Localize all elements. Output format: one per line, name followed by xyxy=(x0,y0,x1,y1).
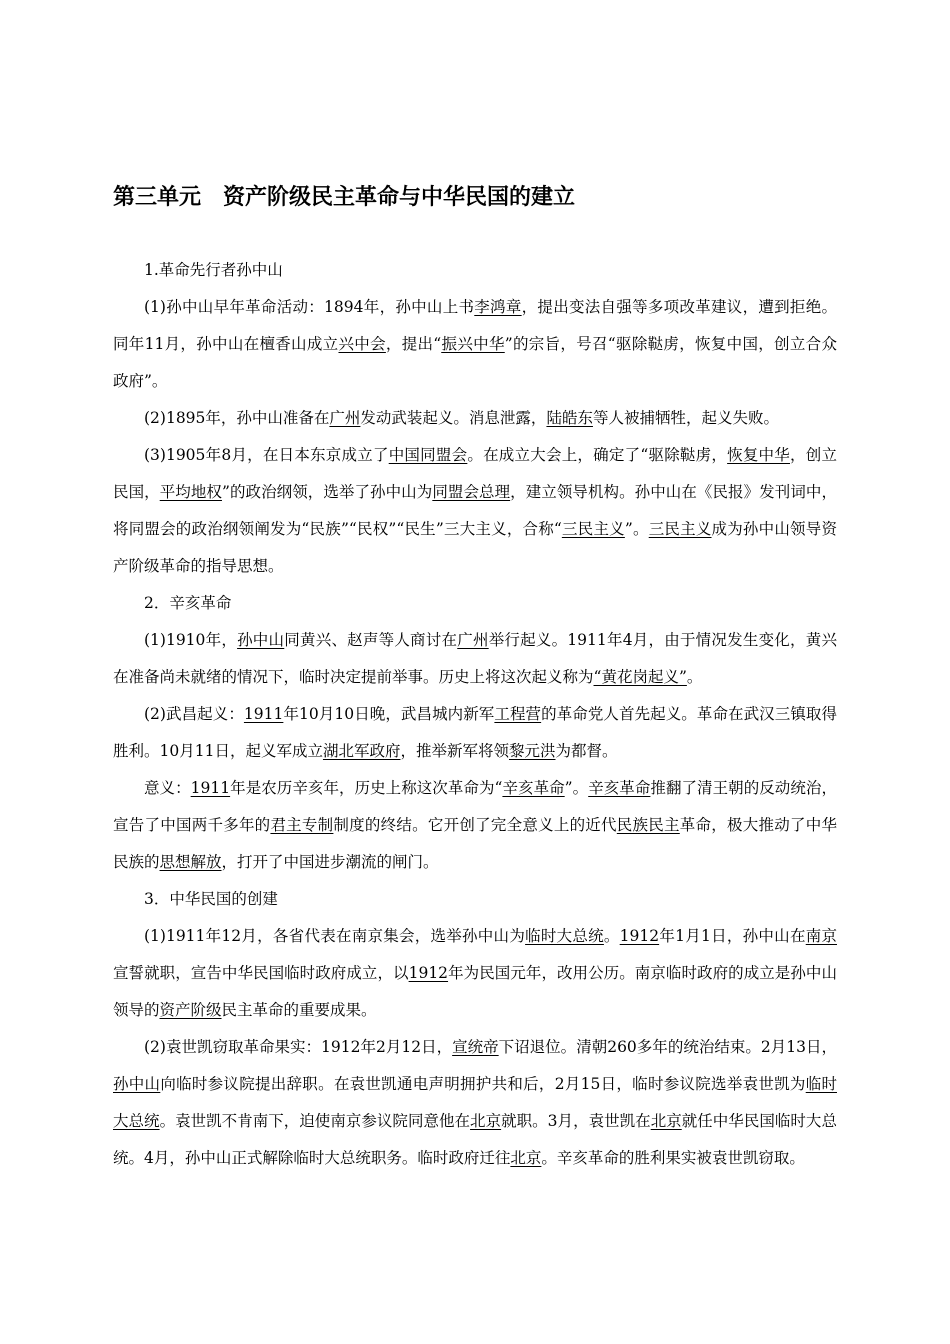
underlined-term: 北京 xyxy=(470,1112,502,1130)
underlined-term: 恢复中华 xyxy=(727,446,791,464)
underlined-term: 广州 xyxy=(457,631,489,649)
underlined-term: 辛亥革命 xyxy=(588,779,651,797)
text-run: 革命，极大推动了中华民族的 xyxy=(113,816,837,871)
paragraph xyxy=(113,622,837,696)
text-run: (1)1911年12月，各省代表在南京集会，选举孙中山为 xyxy=(144,927,526,945)
underlined-term: 广州 xyxy=(329,409,361,427)
text-run: 向临时参议院提出辞职。在袁世凯通电声明拥护共和后，2月15日，临时参议院选举袁世凯为 xyxy=(160,1075,806,1093)
text-run: 民主革命的重要成果。 xyxy=(221,1001,377,1019)
underlined-term: 资产阶级 xyxy=(159,1001,222,1019)
underlined-term: 北京 xyxy=(650,1112,682,1130)
underlined-term: 思想解放 xyxy=(159,853,222,871)
underlined-term: 孙中山 xyxy=(237,631,285,649)
text-run: 意义： xyxy=(144,779,191,797)
underlined-term: 民族民主 xyxy=(616,816,680,834)
page-title: 第三单元 资产阶级民主革命与中华民国的建立 xyxy=(113,185,576,210)
text-run: (2)武昌起义： xyxy=(144,705,244,723)
underlined-term: 中国同盟会 xyxy=(388,446,468,464)
text-run: (3)1905年8月，在日本东京成立了 xyxy=(144,446,389,464)
underlined-term: 李鸿章 xyxy=(474,298,522,316)
underlined-term: 1912 xyxy=(408,964,449,982)
text-run: 同黄兴、赵声等人商讨在 xyxy=(284,631,458,649)
text-run: (1)孙中山早年革命活动：1894年，孙中山上书 xyxy=(144,298,475,316)
text-run: 宣誓就职，宣告中华民国临时政府成立，以 xyxy=(113,964,409,982)
underlined-term: 1911 xyxy=(190,779,231,797)
underlined-term: 孙中山 xyxy=(113,1075,161,1093)
text-run: ”的宗旨，号召“驱除鞑虏，恢复中国，创立合众政府”。 xyxy=(113,335,837,390)
text-run: 就职。3月，袁世凯在 xyxy=(501,1112,651,1130)
underlined-term: 北京 xyxy=(510,1149,542,1167)
underlined-term: 南京 xyxy=(805,927,837,945)
text-run: 发动武装起义。消息泄露， xyxy=(360,409,547,427)
text-run: ”的政治纲领，选举了孙中山为 xyxy=(221,483,433,501)
text-run: 举行起义。1911年4月，由于情况发生变化，黄兴在准备尚未就绪的情况下，临时决定提前举事。历史上将这次起义称为 xyxy=(113,631,837,686)
text-run: 推翻了清王朝的反动统治，宣告了中国两千多年的 xyxy=(113,779,837,834)
text-run: ，提出“ xyxy=(385,335,442,353)
text-run: ”。 xyxy=(624,520,649,538)
underlined-term: 三民主义 xyxy=(561,520,625,538)
paragraph xyxy=(113,918,837,1029)
paragraph xyxy=(113,770,837,881)
paragraph xyxy=(113,289,837,400)
paragraph xyxy=(113,400,837,437)
text-run: ，打开了中国进步潮流的闸门。 xyxy=(221,853,439,871)
text-run: 。在成立大会上，确定了“驱除鞑虏， xyxy=(467,446,728,464)
text-run: 。辛亥革命的胜利果实被袁世凯窃取。 xyxy=(541,1149,805,1167)
paragraph xyxy=(113,437,837,585)
text-run: 就任中华民国临时大总统。4月，孙中山正式解除临时大总统职务。临时政府迁往 xyxy=(113,1112,837,1167)
text-run: 为都督。 xyxy=(555,742,618,760)
text-run: ，提出变法自强等多项改革建议，遭到拒绝。同年11月，孙中山在檀香山成立 xyxy=(113,298,837,353)
text-run: ，推举新军将领 xyxy=(400,742,509,760)
text-run: 成为孙中山领导资产阶级革命的指导思想。 xyxy=(113,520,837,575)
underlined-term: “黄花岗起义” xyxy=(593,668,687,686)
underlined-term: 同盟会总理 xyxy=(432,483,511,501)
text-run: (2)袁世凯窃取革命果实：1912年2月12日， xyxy=(144,1038,453,1056)
underlined-term: 君主专制 xyxy=(270,816,334,834)
underlined-term: 工程营 xyxy=(494,705,542,723)
text-run: 年1月1日，孙中山在 xyxy=(659,927,806,945)
text-run: 的革命党人首先起义。革命在武汉三镇取得胜利。10月11日，起义军成立 xyxy=(113,705,837,760)
text-run: 年为民国元年，改用公历。南京临时政府的成立是孙中山领导的 xyxy=(113,964,837,1019)
section-heading xyxy=(113,585,837,622)
section-heading xyxy=(113,881,837,918)
underlined-term: 1912 xyxy=(619,927,660,945)
text-run: 2．辛亥革命 xyxy=(144,594,232,612)
text-run: 。袁世凯不肯南下，迫使南京参议院同意他在 xyxy=(159,1112,471,1130)
underlined-term: 黎元洪 xyxy=(508,742,556,760)
section-heading xyxy=(113,252,837,289)
text-run: (1)1910年， xyxy=(144,631,238,649)
underlined-term: 湖北军政府 xyxy=(322,742,401,760)
underlined-term: 临时大总统 xyxy=(113,1075,837,1130)
text-run: 。 xyxy=(686,668,703,686)
text-run: 。 xyxy=(603,927,620,945)
text-run: ”。 xyxy=(564,779,589,797)
text-run: 制度的终结。它开创了完全意义上的近代 xyxy=(333,816,617,834)
text-run: 下诏退位。清朝260多年的统治结束。2月13日， xyxy=(498,1038,837,1056)
text-run: ，建立领导机构。孙中山在《民报》发刊词中，将同盟会的政治纲领阐发为“民族”“民权”“民生”三大主义，合称“ xyxy=(113,483,837,538)
underlined-term: 兴中会 xyxy=(338,335,386,353)
text-run: 3．中华民国的创建 xyxy=(144,890,278,908)
underlined-term: 平均地权 xyxy=(159,483,222,501)
underlined-term: 陆皓东 xyxy=(546,409,593,427)
text-run: ，创立民国， xyxy=(113,446,837,501)
text-run: 年是农历辛亥年，历史上称这次革命为“ xyxy=(230,779,503,797)
text-run: 等人被捕牺牲，起义失败。 xyxy=(592,409,779,427)
underlined-term: 宣统帝 xyxy=(452,1038,499,1056)
underlined-term: 临时大总统 xyxy=(525,927,604,945)
underlined-term: 1911 xyxy=(243,705,284,723)
underlined-term: 三民主义 xyxy=(648,520,712,538)
document-body xyxy=(113,252,837,1177)
text-run: 1.革命先行者孙中山 xyxy=(144,261,283,279)
paragraph xyxy=(113,696,837,770)
paragraph xyxy=(113,1029,837,1177)
underlined-term: 辛亥革命 xyxy=(502,779,565,797)
text-run: 年10月10日晚，武昌城内新军 xyxy=(283,705,495,723)
text-run: (2)1895年，孙中山准备在 xyxy=(144,409,330,427)
underlined-term: 振兴中华 xyxy=(441,335,505,353)
